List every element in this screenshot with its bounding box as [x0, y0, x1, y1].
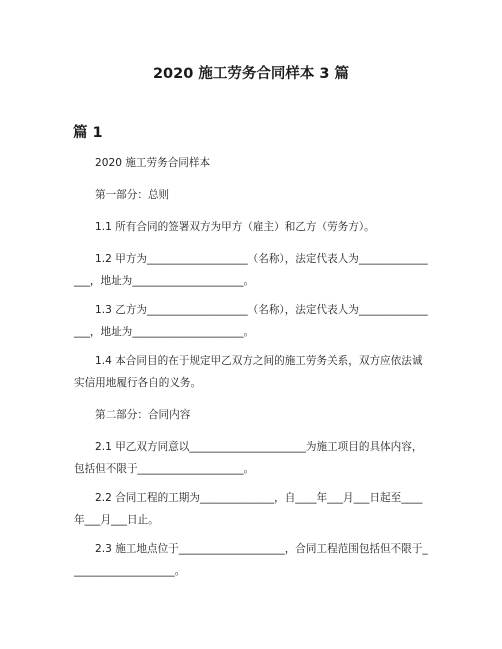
paragraph-part-two-heading: 第二部分：合同内容 — [95, 409, 191, 421]
paragraph-clause-1-3: 1.3 乙方为___________________（名称），法定代表人为________________，地址为_____________________。 — [74, 304, 428, 338]
paragraph-contract-name: 2020 施工劳务合同样本 — [95, 157, 211, 169]
paragraph-clause-1-4: 1.4 本合同目的在于规定甲乙双方之间的施工劳务关系，双方应依法诚实信用地履行各自的义务。 — [74, 355, 423, 389]
paragraph-clause-2-1: 2.1 甲乙双方同意以______________________为施工项目的具体内容，包括但不限于____________________。 — [74, 441, 423, 475]
paragraph-clause-2-2: 2.2 合同工程的工期为______________，自____年___月___日起至____年___月___日止。 — [74, 492, 423, 526]
paragraph-part-one-heading: 第一部分：总则 — [95, 189, 170, 201]
document-title: 2020 施工劳务合同样本 3 篇 — [152, 66, 350, 82]
section-heading: 篇 1 — [73, 125, 103, 141]
paragraph-clause-1-1: 1.1 所有合同的签署双方为甲方（雇主）和乙方（劳务方）。 — [95, 221, 375, 233]
paragraph-clause-2-3: 2.3 施工地点位于____________________，合同工程范围包括但不限于____________________。 — [74, 543, 428, 577]
paragraph-clause-1-2: 1.2 甲方为___________________（名称），法定代表人为________________，地址为_____________________。 — [74, 253, 428, 287]
document-body — [74, 152, 428, 582]
